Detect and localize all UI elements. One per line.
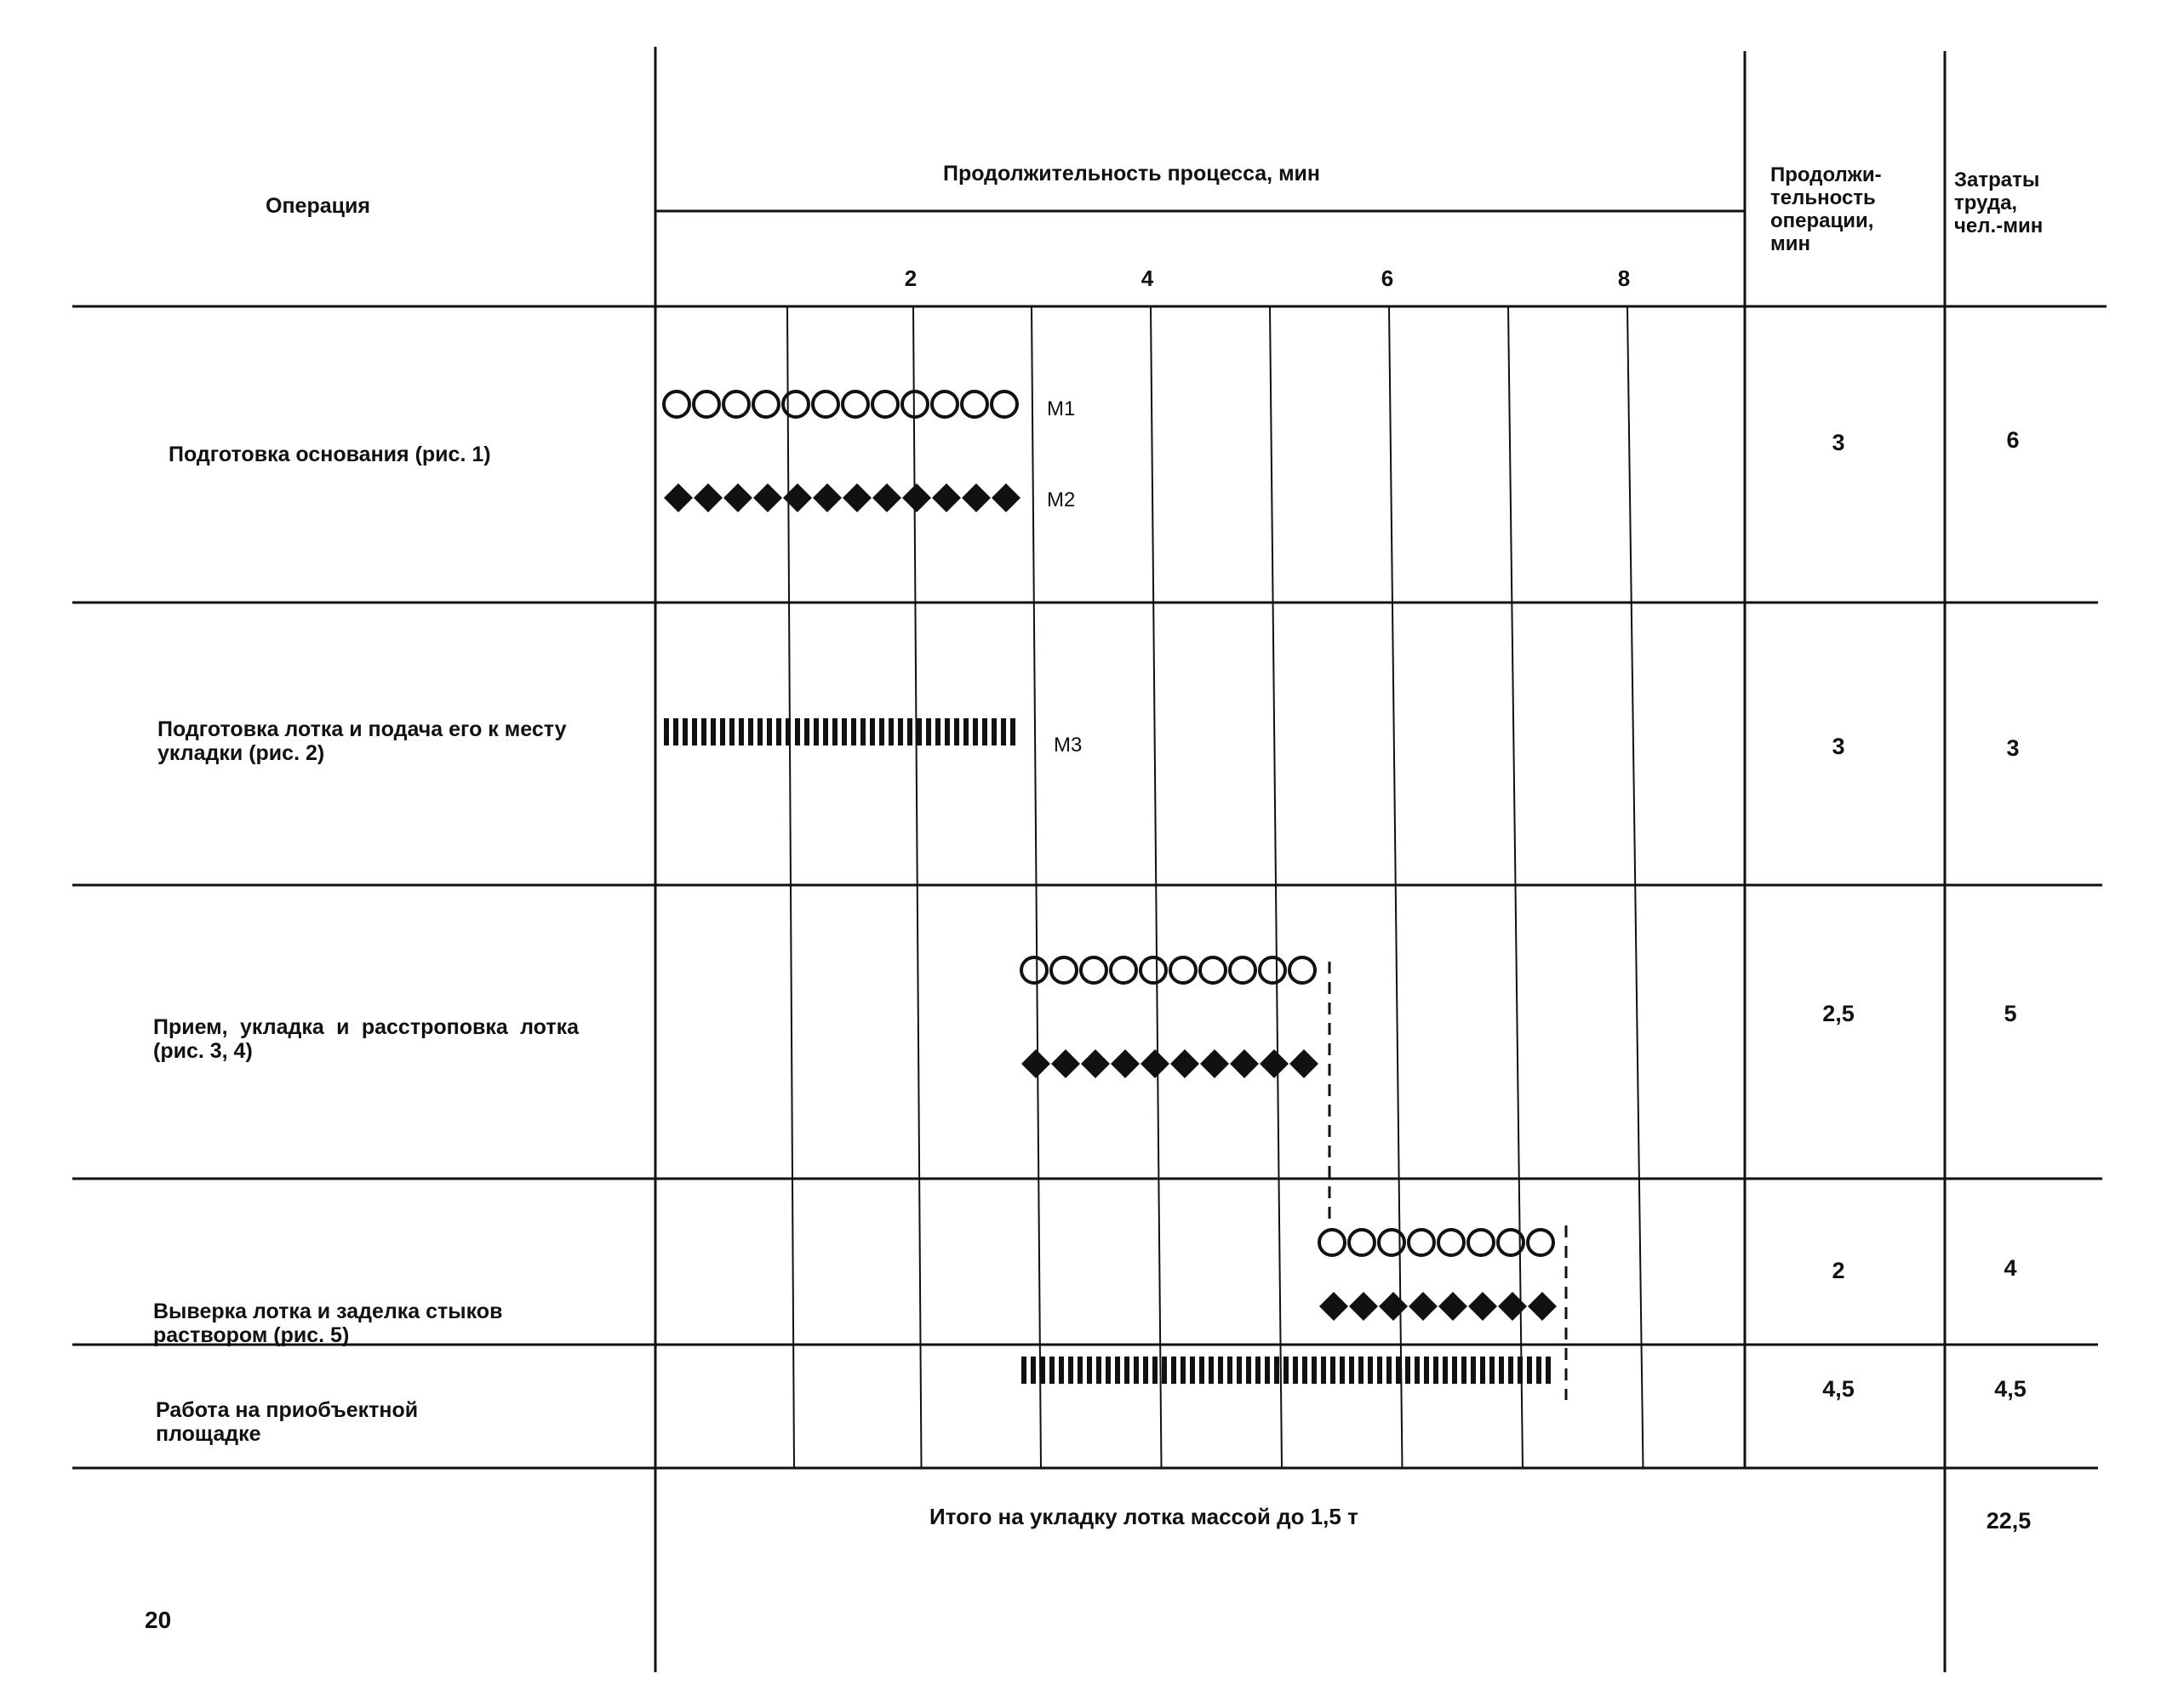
operation-5: Работа на приобъектной площадке [156, 1398, 419, 1446]
diamond-mark [1438, 1292, 1467, 1321]
circle-mark [723, 391, 749, 417]
bar-mark [1171, 1357, 1176, 1384]
bar-mark [1255, 1357, 1261, 1384]
labor-4: 4 [2004, 1255, 2017, 1281]
bar-mark [1246, 1357, 1251, 1384]
circle-mark [783, 391, 809, 417]
worker-label-m3: M3 [1054, 734, 1083, 757]
diamond-mark [1170, 1049, 1199, 1078]
minute-grid-line [913, 306, 922, 1468]
bar-mark [729, 718, 735, 745]
bar-m3-row-2 [664, 718, 1015, 745]
bar-mark [832, 718, 838, 745]
header-labor-line: чел.-мин [1954, 214, 2044, 237]
bar-m2-row-1 [664, 483, 1020, 512]
header-op-duration-line: мин [1770, 232, 1811, 255]
worker-label-m1: M1 [1047, 397, 1076, 420]
bar-mark [879, 718, 884, 745]
diamond-mark [1409, 1292, 1438, 1321]
header-op-duration [1770, 163, 1882, 255]
header-op-duration-line: операции, [1770, 209, 1874, 232]
circle-mark [1260, 957, 1285, 983]
bar-mark [1527, 1357, 1532, 1384]
bar-mark [1415, 1357, 1420, 1384]
diamond-mark [932, 483, 961, 512]
circle-mark [872, 391, 898, 417]
labor-1: 6 [2006, 427, 2020, 453]
bar-mark [673, 718, 678, 745]
bar-mark [664, 718, 669, 745]
bar-mark [870, 718, 875, 745]
bar-mark [1087, 1357, 1092, 1384]
schedule-bars [664, 391, 1557, 1384]
labor-2: 3 [2006, 735, 2020, 761]
bar-mark [1143, 1357, 1148, 1384]
diamond-mark [783, 483, 812, 512]
bar-mark [711, 718, 716, 745]
circle-mark [1200, 957, 1226, 983]
diamond-mark [872, 483, 901, 512]
bar-mark [1274, 1357, 1279, 1384]
diamond-mark [1230, 1049, 1259, 1078]
bar-mark [1536, 1357, 1541, 1384]
dashed-connectors [1329, 962, 1566, 1400]
diamond-mark [1528, 1292, 1557, 1321]
bar-mark [1209, 1357, 1214, 1384]
header-labor-line: труда, [1954, 191, 2018, 214]
tick-8: 8 [1617, 266, 1631, 291]
circle-mark [1289, 957, 1315, 983]
bar-mark [1068, 1357, 1073, 1384]
bar-mark [1001, 718, 1006, 745]
diamond-mark [1141, 1049, 1169, 1078]
bar-mark [1021, 1357, 1026, 1384]
minute-grid-line [1508, 306, 1523, 1468]
circle-mark [1409, 1230, 1434, 1255]
bar-mark [1199, 1357, 1204, 1384]
bar-mark [1078, 1357, 1083, 1384]
bar-mark [1312, 1357, 1317, 1384]
diamond-mark [1379, 1292, 1408, 1321]
circle-mark [902, 391, 928, 417]
bar-mark [1405, 1357, 1410, 1384]
bar-mark [907, 718, 912, 745]
diamond-mark [1081, 1049, 1110, 1078]
bar-mark [973, 718, 978, 745]
header-op-duration-line: Продолжи- [1770, 163, 1882, 186]
bar-mark [1031, 1357, 1036, 1384]
page-number: 20 [145, 1607, 172, 1633]
bar-mark [1227, 1357, 1232, 1384]
diamond-mark [1111, 1049, 1140, 1078]
bar-mark [1190, 1357, 1195, 1384]
diamond-mark [992, 483, 1020, 512]
bar-mark [1368, 1357, 1373, 1384]
bar-mark [851, 718, 856, 745]
diamond-mark [694, 483, 723, 512]
bar-mark [1386, 1357, 1392, 1384]
circle-mark [1111, 957, 1136, 983]
diamond-mark [902, 483, 931, 512]
bar-mark [1283, 1357, 1289, 1384]
header-process-duration: Продолжительность процесса, мин [943, 162, 1321, 186]
diamond-mark [1289, 1049, 1318, 1078]
header-labor [1954, 169, 2043, 237]
bar-mark [776, 718, 781, 745]
labor-3: 5 [2004, 1001, 2017, 1026]
circle-mark [1349, 1230, 1375, 1255]
bar-mark [1059, 1357, 1064, 1384]
bar-mark [992, 718, 997, 745]
bar-mark [1302, 1357, 1307, 1384]
operation-4: Выверка лотка и заделка стыков раствором (рис. 5) [153, 1300, 503, 1347]
bar-mark [757, 718, 763, 745]
diamond-mark [1260, 1049, 1289, 1078]
bar-mark [814, 718, 819, 745]
bar-mark [963, 718, 969, 745]
bar-mark [1489, 1357, 1495, 1384]
bar-mark [701, 718, 706, 745]
bar-m1-row-4 [1319, 1230, 1553, 1255]
circle-mark [664, 391, 689, 417]
circle-mark [1379, 1230, 1404, 1255]
bar-mark [1115, 1357, 1120, 1384]
bar-m1-row-1 [664, 391, 1017, 417]
bar-mark [1518, 1357, 1523, 1384]
bar-mark [1265, 1357, 1270, 1384]
bar-mark [1377, 1357, 1382, 1384]
bar-mark [1349, 1357, 1354, 1384]
bar-m3-row-5 [1021, 1357, 1551, 1384]
bar-mark [889, 718, 894, 745]
bar-mark [1040, 1357, 1045, 1384]
diamond-mark [1200, 1049, 1229, 1078]
diamond-mark [962, 483, 991, 512]
bar-mark [1152, 1357, 1158, 1384]
bar-mark [1433, 1357, 1438, 1384]
bar-mark [1508, 1357, 1513, 1384]
circle-mark [694, 391, 719, 417]
bar-mark [1546, 1357, 1551, 1384]
bar-mark [1010, 718, 1015, 745]
diamond-mark [843, 483, 872, 512]
circle-mark [1170, 957, 1196, 983]
circle-mark [843, 391, 868, 417]
bar-mark [823, 718, 828, 745]
bar-mark [1293, 1357, 1298, 1384]
bar-mark [1134, 1357, 1139, 1384]
circle-mark [1081, 957, 1106, 983]
circle-mark [1141, 957, 1166, 983]
bar-mark [1471, 1357, 1476, 1384]
diamond-mark [1051, 1049, 1080, 1078]
bar-mark [1443, 1357, 1448, 1384]
diamond-mark [753, 483, 782, 512]
operation-3: Прием, укладка и расстроповка лотка (рис. 3, 4) [153, 1015, 579, 1063]
bar-mark [1396, 1357, 1401, 1384]
bar-mark [1321, 1357, 1326, 1384]
diamond-mark [1021, 1049, 1050, 1078]
bar-mark [1499, 1357, 1504, 1384]
circle-mark [992, 391, 1017, 417]
bar-mark [720, 718, 725, 745]
diamond-mark [1319, 1292, 1348, 1321]
circle-mark [753, 391, 779, 417]
labor-5: 4,5 [1994, 1376, 2027, 1402]
bar-m2-row-3 [1021, 1049, 1318, 1078]
circle-mark [1438, 1230, 1464, 1255]
bar-mark [1358, 1357, 1363, 1384]
bar-mark [786, 718, 791, 745]
circle-mark [1319, 1230, 1345, 1255]
bar-mark [1424, 1357, 1429, 1384]
worker-label-m2: M2 [1047, 488, 1076, 511]
bar-mark [898, 718, 903, 745]
bar-mark [1237, 1357, 1242, 1384]
bar-mark [1124, 1357, 1129, 1384]
tick-4: 4 [1141, 266, 1154, 291]
bar-mark [945, 718, 950, 745]
circle-mark [813, 391, 838, 417]
circle-mark [1230, 957, 1255, 983]
bar-mark [917, 718, 922, 745]
minute-grid-line [1389, 306, 1403, 1468]
circle-mark [932, 391, 958, 417]
tick-6: 6 [1381, 266, 1394, 291]
operation-1: Подготовка основания (рис. 1) [169, 443, 491, 466]
diamond-mark [1468, 1292, 1497, 1321]
minute-grid-line [1627, 306, 1644, 1468]
bar-mark [692, 718, 697, 745]
circle-mark [1528, 1230, 1553, 1255]
circle-mark [1468, 1230, 1494, 1255]
operation-2: Подготовка лотка и подача его к месту укладки (рис. 2) [157, 717, 567, 765]
bar-mark [1162, 1357, 1167, 1384]
diamond-mark [813, 483, 842, 512]
circle-mark [1051, 957, 1077, 983]
bar-mark [1218, 1357, 1223, 1384]
bar-mark [926, 718, 931, 745]
bar-mark [1452, 1357, 1457, 1384]
circle-mark [1021, 957, 1047, 983]
bar-mark [1461, 1357, 1466, 1384]
diamond-mark [1498, 1292, 1527, 1321]
bar-mark [935, 718, 940, 745]
bar-mark [1340, 1357, 1345, 1384]
tick-2: 2 [904, 266, 918, 291]
bar-mark [767, 718, 772, 745]
bar-mark [683, 718, 688, 745]
bar-mark [804, 718, 809, 745]
bar-mark [1096, 1357, 1101, 1384]
bar-mark [1106, 1357, 1111, 1384]
minute-grid-line [1151, 306, 1162, 1468]
duration-2: 3 [1832, 734, 1845, 759]
bar-mark [748, 718, 753, 745]
duration-4: 2 [1832, 1258, 1845, 1283]
duration-5: 4,5 [1822, 1376, 1855, 1402]
minute-grid-lines [787, 306, 1644, 1468]
bar-mark [842, 718, 847, 745]
bar-mark [982, 718, 987, 745]
header-operation: Операция [266, 194, 370, 218]
bar-mark [954, 718, 959, 745]
minute-grid-line [1032, 306, 1041, 1468]
bar-mark [739, 718, 744, 745]
duration-1: 3 [1832, 430, 1845, 455]
diamond-mark [1349, 1292, 1378, 1321]
bar-mark [1330, 1357, 1335, 1384]
total-value: 22,5 [1986, 1508, 2032, 1534]
minute-grid-line [1270, 306, 1282, 1468]
header-op-duration-line: тельность [1770, 186, 1876, 209]
bar-mark [1480, 1357, 1485, 1384]
header-labor-line: Затраты [1954, 169, 2040, 191]
diamond-mark [723, 483, 752, 512]
circle-mark [962, 391, 987, 417]
duration-3: 2,5 [1822, 1001, 1855, 1026]
bar-mark [860, 718, 866, 745]
bar-mark [1049, 1357, 1055, 1384]
diamond-mark [664, 483, 693, 512]
bar-mark [1181, 1357, 1186, 1384]
bar-mark [795, 718, 800, 745]
minute-grid-line [787, 306, 794, 1468]
bar-m1-row-3 [1021, 957, 1315, 983]
total-label: Итого на укладку лотка массой до 1,5 т [929, 1504, 1358, 1529]
